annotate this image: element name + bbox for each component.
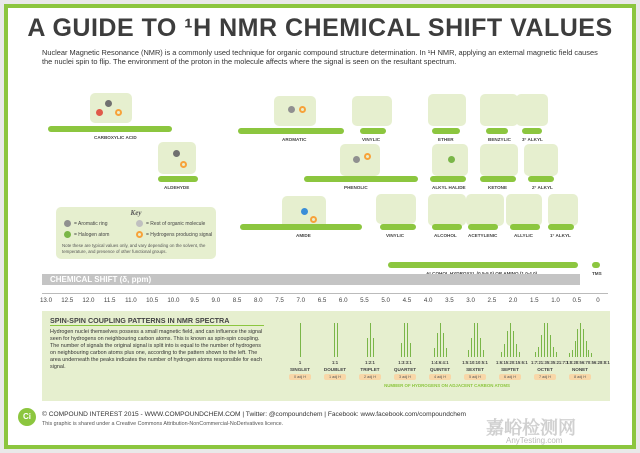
multiplet-ratio: 1:6:15:20:15:6:1: [496, 360, 528, 365]
aldehyde-bar: [158, 176, 198, 182]
group-label: TMS: [592, 271, 602, 276]
hydrogen-signal-atom: [310, 216, 317, 223]
adjacent-hydrogens-badge: 7 adj H: [534, 374, 556, 380]
vinylic-bar-2: [380, 224, 416, 230]
ketone-bar: [480, 176, 516, 182]
oxygen-atom: [96, 109, 103, 116]
carboxylic-acid-molecule: [90, 93, 132, 123]
legend-rest: = Rest of organic molecule: [146, 221, 206, 227]
multiplet-peak: [367, 338, 368, 357]
compound-interest-logo: Ci: [18, 408, 36, 426]
nitrogen-atom: [301, 208, 308, 215]
axis-tick-label: 2.5: [487, 297, 497, 304]
multiplet-peak: [577, 329, 578, 357]
axis-tick-label: 1.5: [529, 297, 539, 304]
alcohol-bar: [432, 224, 462, 230]
adjacent-hydrogens-badge: 0 adj H: [289, 374, 311, 380]
adjacent-hydrogens-badge: 4 adj H: [429, 374, 451, 380]
adjacent-hydrogens-badge: 5 adj H: [464, 374, 486, 380]
multiplet-peak: [443, 333, 444, 357]
multiplet-octet: [531, 317, 569, 379]
multiplet-peak: [544, 323, 545, 357]
multiplet-peak: [588, 350, 589, 357]
multiplet-name: QUINTET: [429, 367, 451, 372]
multiplet-peak: [586, 341, 587, 357]
multiplet-ratio: 1: [298, 360, 302, 365]
legend-key: [56, 207, 216, 259]
multiplet-name: OCTET: [537, 367, 553, 372]
multiplet-singlet: [286, 317, 314, 379]
multiplet-name: SEXTET: [466, 367, 484, 372]
tms-bar: [592, 262, 600, 268]
aromatic-bar: [238, 128, 344, 134]
group-label: PHENOLIC: [344, 185, 368, 190]
multiplet-peak: [370, 323, 371, 357]
multiplet-quintet: [426, 317, 454, 379]
multiplet-peak: [519, 352, 520, 358]
multiplet-peak: [474, 323, 475, 357]
poster: [4, 4, 636, 449]
multiplet-peak: [446, 348, 447, 357]
multiplet-peak: [541, 335, 542, 357]
legend-aromatic: = Aromatic ring: [74, 221, 108, 227]
phenolic-molecule: [340, 144, 380, 176]
multiplet-peak: [535, 352, 536, 357]
axis-tick-label: 4.5: [402, 297, 412, 304]
multiplet-name: QUARTET: [393, 367, 417, 372]
multiplet-ratio: 1:4:6:4:1: [431, 360, 449, 365]
footer-licence: This graphic is shared under a Creative Commons Attribution-NonCommercial-NoDerivatives licence.: [42, 421, 284, 427]
ketone-molecule: [480, 144, 518, 176]
benzylic-bar: [486, 128, 508, 134]
axis-tick-label: 10.5: [146, 297, 159, 304]
phenolic-bar: [304, 176, 418, 182]
hydrogen-signal-atom: [180, 161, 187, 168]
multiplet-septet: [496, 317, 528, 379]
carbon-atom: [105, 100, 112, 107]
group-label: CARBOXYLIC ACID: [94, 135, 137, 140]
axis-tick-label: 10.0: [167, 297, 180, 304]
multiplet-peak: [510, 323, 511, 357]
axis-tick-label: 1.0: [551, 297, 560, 304]
axis-title: CHEMICAL SHIFT (δ, ppm): [50, 275, 152, 284]
alkyl-halide-bar: [430, 176, 466, 182]
axis-tick-label: 3.5: [445, 297, 454, 304]
multiplet-peak: [337, 323, 338, 357]
axis-tick-label: 11.0: [125, 297, 137, 304]
axis-tick-label: 12.0: [82, 297, 95, 304]
legend-halogen: = Halogen atom: [74, 232, 110, 238]
multiplet-peak: [556, 352, 557, 357]
axis-tick-label: 11.5: [103, 297, 116, 304]
multiplet-peak: [553, 347, 554, 357]
multiplet-peak: [401, 343, 402, 357]
intro-text: Nuclear Magnetic Resonance (NMR) is a commonly used technique for organic compound structure determination. In ¹H NMR, applying an external magnetic field causes the nuclei spin to flip. The environment of the proton in the molecule affects where the signal is seen on the resultant spectrum.: [42, 48, 598, 66]
allylic-molecule: [506, 194, 542, 226]
legend-title: Key: [130, 209, 142, 217]
adjacent-hydrogens-badge: 6 adj H: [499, 374, 521, 380]
multiplet-triplet: [356, 317, 384, 379]
halogen-icon: [64, 231, 71, 238]
coupling-divider: [50, 325, 264, 326]
multiplet-peak: [434, 348, 435, 357]
multiplet-peak: [437, 333, 438, 357]
multiplet-name: SEPTET: [501, 367, 519, 372]
hydroxyl-amino-bar: [388, 262, 578, 268]
multiplet-peak: [477, 323, 478, 357]
axis-tick-label: 12.5: [61, 297, 74, 304]
coupling-title: SPIN-SPIN COUPLING PATTERNS IN NMR SPECTRA: [50, 316, 230, 325]
footer-credits: © COMPOUND INTEREST 2015 - WWW.COMPOUNDCHEM.COM | Twitter: @compoundchem | Facebook: www.facebook.com/compoundchem: [42, 411, 467, 418]
tertiary-alkyl-bar: [522, 128, 542, 134]
coupling-axis-label: NUMBER OF HYDROGENS ON ADJACENT CARBON ATOMS: [384, 383, 510, 388]
rest-of-molecule-icon: [136, 220, 143, 227]
group-label: VINYLIC: [362, 137, 381, 142]
multiplet-ratio: 1:1: [331, 360, 339, 365]
multiplet-peak: [575, 341, 576, 357]
axis-tick-label: 2.0: [508, 297, 518, 304]
hydrogen-signal-atom: [115, 109, 122, 116]
acetylenic-molecule: [466, 194, 504, 226]
multiplet-peak: [550, 335, 551, 357]
group-label: ALLYLIC: [514, 233, 533, 238]
tertiary-alkyl-molecule: [516, 94, 548, 126]
multiplet-peak: [591, 353, 592, 357]
multiplet-peak: [538, 347, 539, 357]
group-label: ACETYLENIC: [468, 233, 498, 238]
axis-tick-label: 13.0: [39, 297, 53, 304]
aromatic-ring-atom: [288, 106, 295, 113]
vinylic-molecule-2: [376, 194, 416, 224]
watermark: 嘉峪检测网: [486, 418, 576, 438]
secondary-alkyl-bar: [528, 176, 554, 182]
aromatic-molecule: [274, 96, 316, 126]
carbon-atom: [173, 150, 180, 157]
axis-tick-label: 6.0: [338, 297, 348, 304]
group-label: 3° ALKYL: [522, 137, 543, 142]
axis-tick-label: 0.5: [572, 297, 582, 304]
multiplet-name: NONET: [571, 367, 589, 372]
multiplet-quartet: [391, 317, 419, 379]
adjacent-hydrogens-badge: 2 adj H: [359, 374, 381, 380]
multiplet-peak: [513, 331, 514, 358]
hydrogen-signal-atom: [364, 153, 371, 160]
multiplet-peak: [440, 323, 441, 357]
group-label: ALCOHOL: [434, 233, 457, 238]
legend-note: Note these are typical values only, and vary depending on the solvent, the temperature, and presence of other functional groups.: [62, 243, 206, 254]
hydrogen-signal-atom: [299, 106, 306, 113]
multiplet-sextet: [461, 317, 489, 379]
group-label: VINYLIC: [386, 233, 405, 238]
watermark-url: AnyTesting.com: [506, 436, 563, 445]
axis-tick-label: 9.0: [211, 297, 221, 304]
group-label: AMIDE: [296, 233, 311, 238]
page-title: A GUIDE TO ¹H NMR CHEMICAL SHIFT VALUES: [27, 14, 613, 42]
multiplet-name: DOUBLET: [323, 367, 347, 372]
aromatic-ring-atom: [353, 156, 360, 163]
legend-hydrogens: = Hydrogens producing signal: [146, 232, 213, 238]
multiplet-doublet: [321, 317, 349, 379]
multiplet-nonet: [566, 317, 610, 379]
multiplet-peak: [483, 350, 484, 357]
axis-tick-label: 3.0: [466, 297, 475, 304]
multiplet-peak: [504, 344, 505, 357]
group-label: ETHER: [438, 137, 454, 142]
alcohol-molecule: [428, 194, 466, 226]
group-label: AROMATIC: [282, 137, 307, 142]
vinylic-molecule-1: [352, 96, 392, 126]
multiplet-peak: [580, 323, 581, 357]
group-label: BENZYLIC: [488, 137, 511, 142]
multiplet-peak: [547, 323, 548, 357]
carboxylic-acid-bar: [48, 126, 172, 132]
axis-tick-label: 5.5: [360, 297, 369, 304]
adjacent-hydrogens-badge: 8 adj H: [569, 374, 591, 380]
multiplet-ratio: 1:5:10:10:5:1: [462, 360, 488, 365]
group-label: 1° ALKYL: [550, 233, 571, 238]
primary-alkyl-bar: [548, 224, 574, 230]
benzylic-molecule: [480, 94, 518, 126]
multiplet-ratio: 1:7:21:35:35:21:7:1: [531, 360, 569, 365]
coupling-text: Hydrogen nuclei themselves possess a small magnetic field, and can influence the signal seen for hydrogens on neighbouring carbon atoms. This is known as spin-spin coupling. The number of signals the original signal is split into is equal to the number of hydrogens on neighbouring carbon atoms plus one, according to the pattern shown to the left. The area underneath the peaks indicates the number of hydrogen atoms responsible for each signal.: [50, 329, 263, 370]
chemical-shift-axis-label: [42, 274, 580, 285]
multiplet-peak: [410, 343, 411, 357]
primary-alkyl-molecule: [548, 194, 578, 226]
multiplet-peak: [501, 352, 502, 358]
axis-ticks: [8, 297, 640, 307]
axis-tick-label: 7.0: [296, 297, 306, 304]
group-label: ALDEHYDE: [164, 185, 190, 190]
allylic-bar: [510, 224, 540, 230]
axis-tick-label: 8.5: [232, 297, 242, 304]
axis-line: [42, 293, 608, 294]
multiplet-peak: [300, 323, 301, 357]
multiplet-peak: [516, 344, 517, 357]
axis-tick-label: 9.5: [190, 297, 199, 304]
ether-molecule: [428, 94, 466, 126]
multiplet-peak: [407, 323, 408, 357]
multiplet-ratio: 1:3:3:1: [398, 360, 412, 365]
amide-bar: [240, 224, 362, 230]
multiplet-peak: [569, 353, 570, 357]
secondary-alkyl-molecule: [524, 144, 558, 176]
halogen-atom: [448, 156, 455, 163]
adjacent-hydrogens-badge: 1 adj H: [324, 374, 346, 380]
multiplet-peak: [468, 350, 469, 357]
axis-tick-label: 6.5: [317, 297, 327, 304]
group-label: KETONE: [488, 185, 508, 190]
multiplet-peak: [572, 350, 573, 357]
spin-spin-coupling-panel: [42, 311, 610, 401]
axis-tick-label: 8.0: [253, 297, 263, 304]
multiplet-peak: [583, 329, 584, 357]
multiplet-peak: [373, 338, 374, 357]
multiplet-peak: [404, 323, 405, 357]
vinylic-bar-1: [360, 128, 386, 134]
axis-tick-label: 7.5: [275, 297, 284, 304]
multiplet-name: SINGLET: [290, 367, 310, 372]
hydrogen-signal-icon: [136, 231, 143, 238]
aldehyde-molecule: [158, 142, 196, 174]
group-label: ALKYL HALIDE: [432, 185, 466, 190]
aromatic-ring-icon: [64, 220, 71, 227]
ether-bar: [432, 128, 460, 134]
multiplet-peak: [334, 323, 335, 357]
multiplet-peak: [471, 338, 472, 357]
multiplet-peak: [507, 331, 508, 358]
axis-tick-label: 4.0: [423, 297, 433, 304]
adjacent-hydrogens-badge: 3 adj H: [394, 374, 416, 380]
axis-tick-label: 5.0: [381, 297, 390, 304]
axis-tick-label: 0: [596, 297, 600, 304]
acetylenic-bar: [468, 224, 498, 230]
group-label: 2° ALKYL: [532, 185, 553, 190]
multiplet-name: TRIPLET: [360, 367, 380, 372]
multiplet-ratio: 1:2:1: [365, 360, 375, 365]
multiplet-peak: [480, 338, 481, 357]
multiplet-ratio: 1:8:28:56:70:56:28:8:1: [566, 360, 610, 365]
